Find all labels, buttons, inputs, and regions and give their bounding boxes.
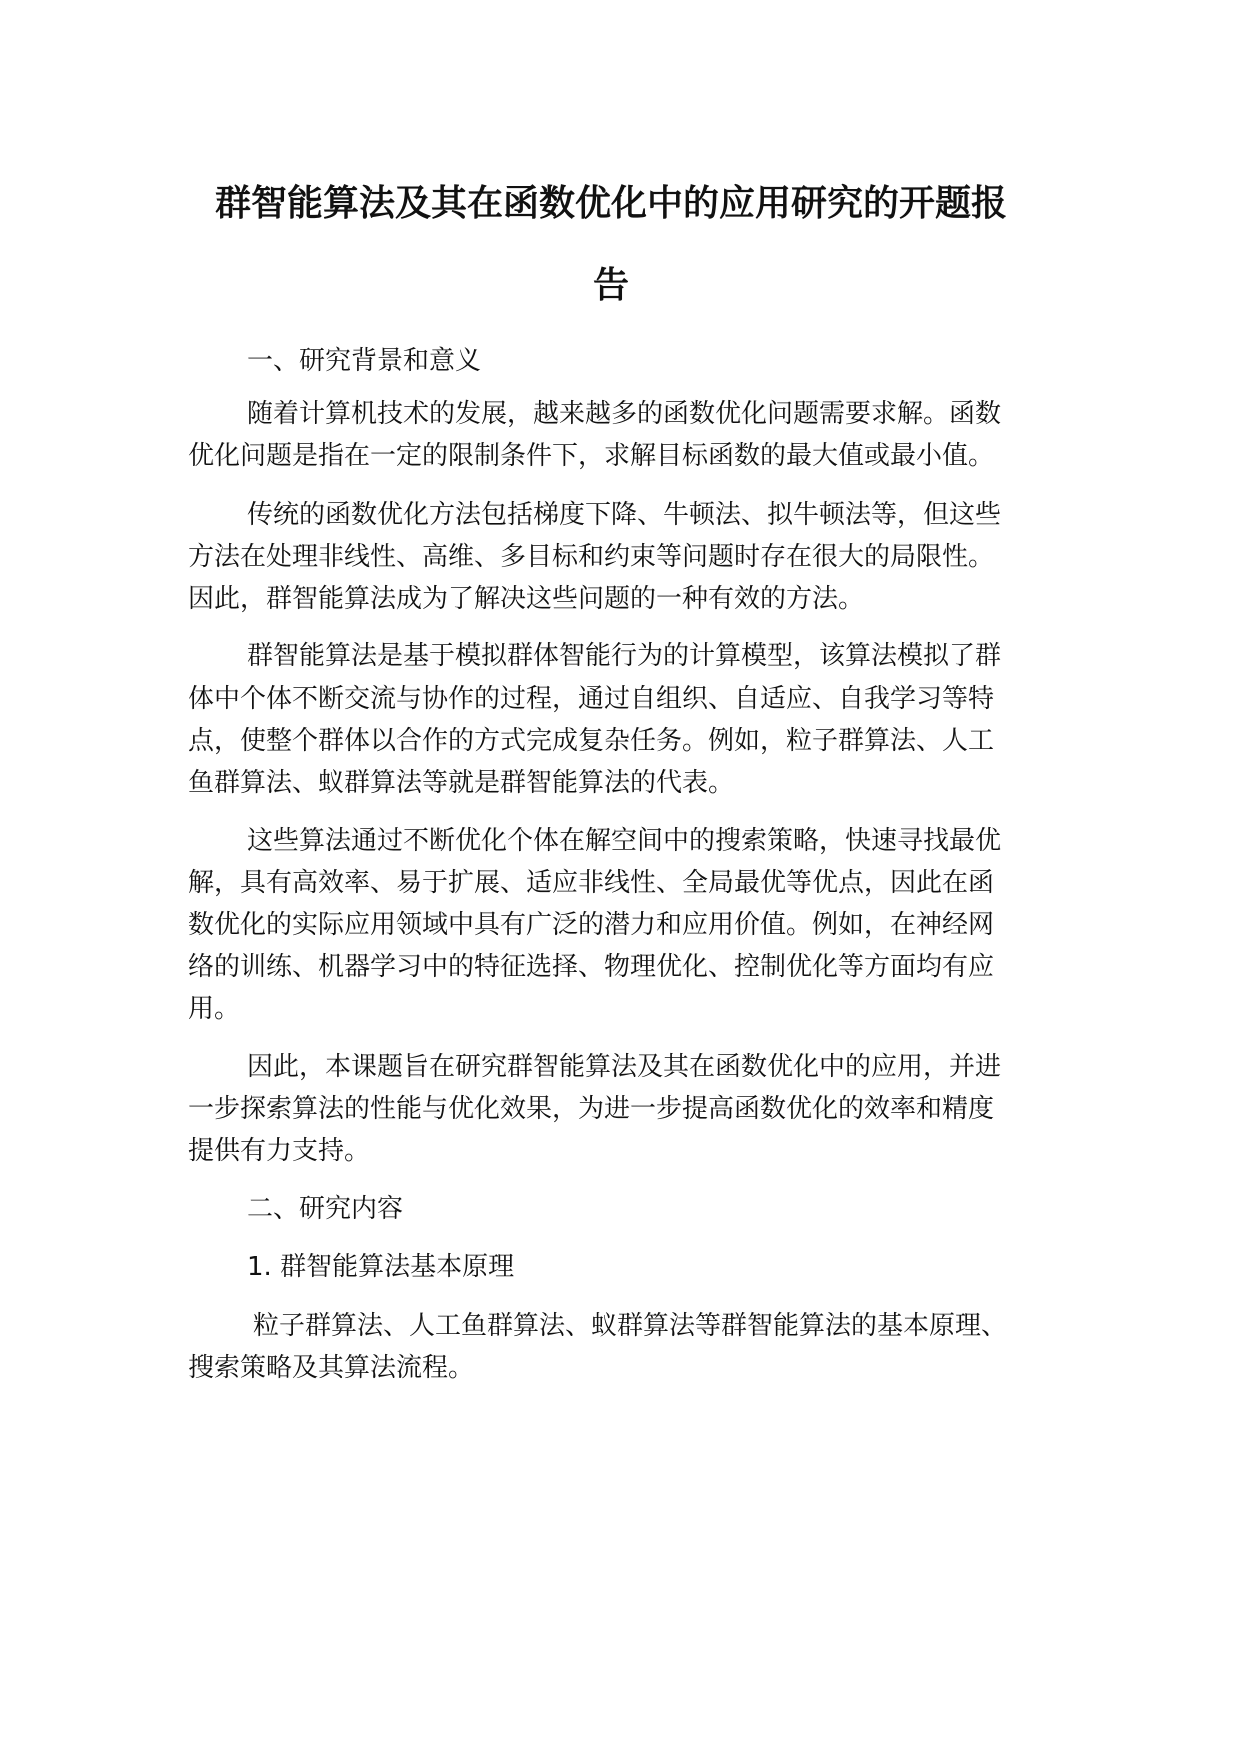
section-heading-background: 一、研究背景和意义 [247,346,482,376]
document-title-line-2: 告 [592,265,629,306]
document-title-line-1: 群智能算法及其在函数优化中的应用研究的开题报 [214,183,1007,224]
paragraph-line: 体中个体不断交流与协作的过程，通过自组织、自适应、自我学习等特 [188,684,995,714]
section-heading-content: 二、研究内容 [247,1194,404,1224]
paragraph-line: 随着计算机技术的发展，越来越多的函数优化问题需要求解。函数 [247,399,1002,429]
paragraph-line: 用。 [188,994,241,1024]
subsection-heading-principles: 1. 群智能算法基本原理 [247,1252,515,1282]
paragraph-line: 因此，本课题旨在研究群智能算法及其在函数优化中的应用，并进 [247,1052,1002,1082]
paragraph-line: 这些算法通过不断优化个体在解空间中的搜索策略，快速寻找最优 [247,826,1002,856]
paragraph-line: 络的训练、机器学习中的特征选择、物理优化、控制优化等方面均有应 [188,952,995,982]
paragraph-line: 数优化的实际应用领域中具有广泛的潜力和应用价值。例如，在神经网 [188,910,995,940]
paragraph-line: 提供有力支持。 [188,1136,371,1166]
paragraph-line: 搜索策略及其算法流程。 [188,1353,475,1383]
paragraph-line: 粒子群算法、人工鱼群算法、蚁群算法等群智能算法的基本原理、 [253,1311,1008,1341]
paragraph-line: 方法在处理非线性、高维、多目标和约束等问题时存在很大的局限性。 [188,542,995,572]
paragraph-line: 群智能算法是基于模拟群体智能行为的计算模型，该算法模拟了群 [247,641,1002,671]
paragraph-line: 优化问题是指在一定的限制条件下，求解目标函数的最大值或最小值。 [188,441,995,471]
paragraph-line: 点，使整个群体以合作的方式完成复杂任务。例如，粒子群算法、人工 [188,726,995,756]
paragraph-line: 解，具有高效率、易于扩展、适应非线性、全局最优等优点，因此在函 [188,868,995,898]
paragraph-line: 一步探索算法的性能与优化效果，为进一步提高函数优化的效率和精度 [188,1094,995,1124]
paragraph-line: 鱼群算法、蚁群算法等就是群智能算法的代表。 [188,768,735,798]
paragraph-line: 传统的函数优化方法包括梯度下降、牛顿法、拟牛顿法等，但这些 [247,500,1002,530]
paragraph-line: 因此，群智能算法成为了解决这些问题的一种有效的方法。 [188,584,865,614]
